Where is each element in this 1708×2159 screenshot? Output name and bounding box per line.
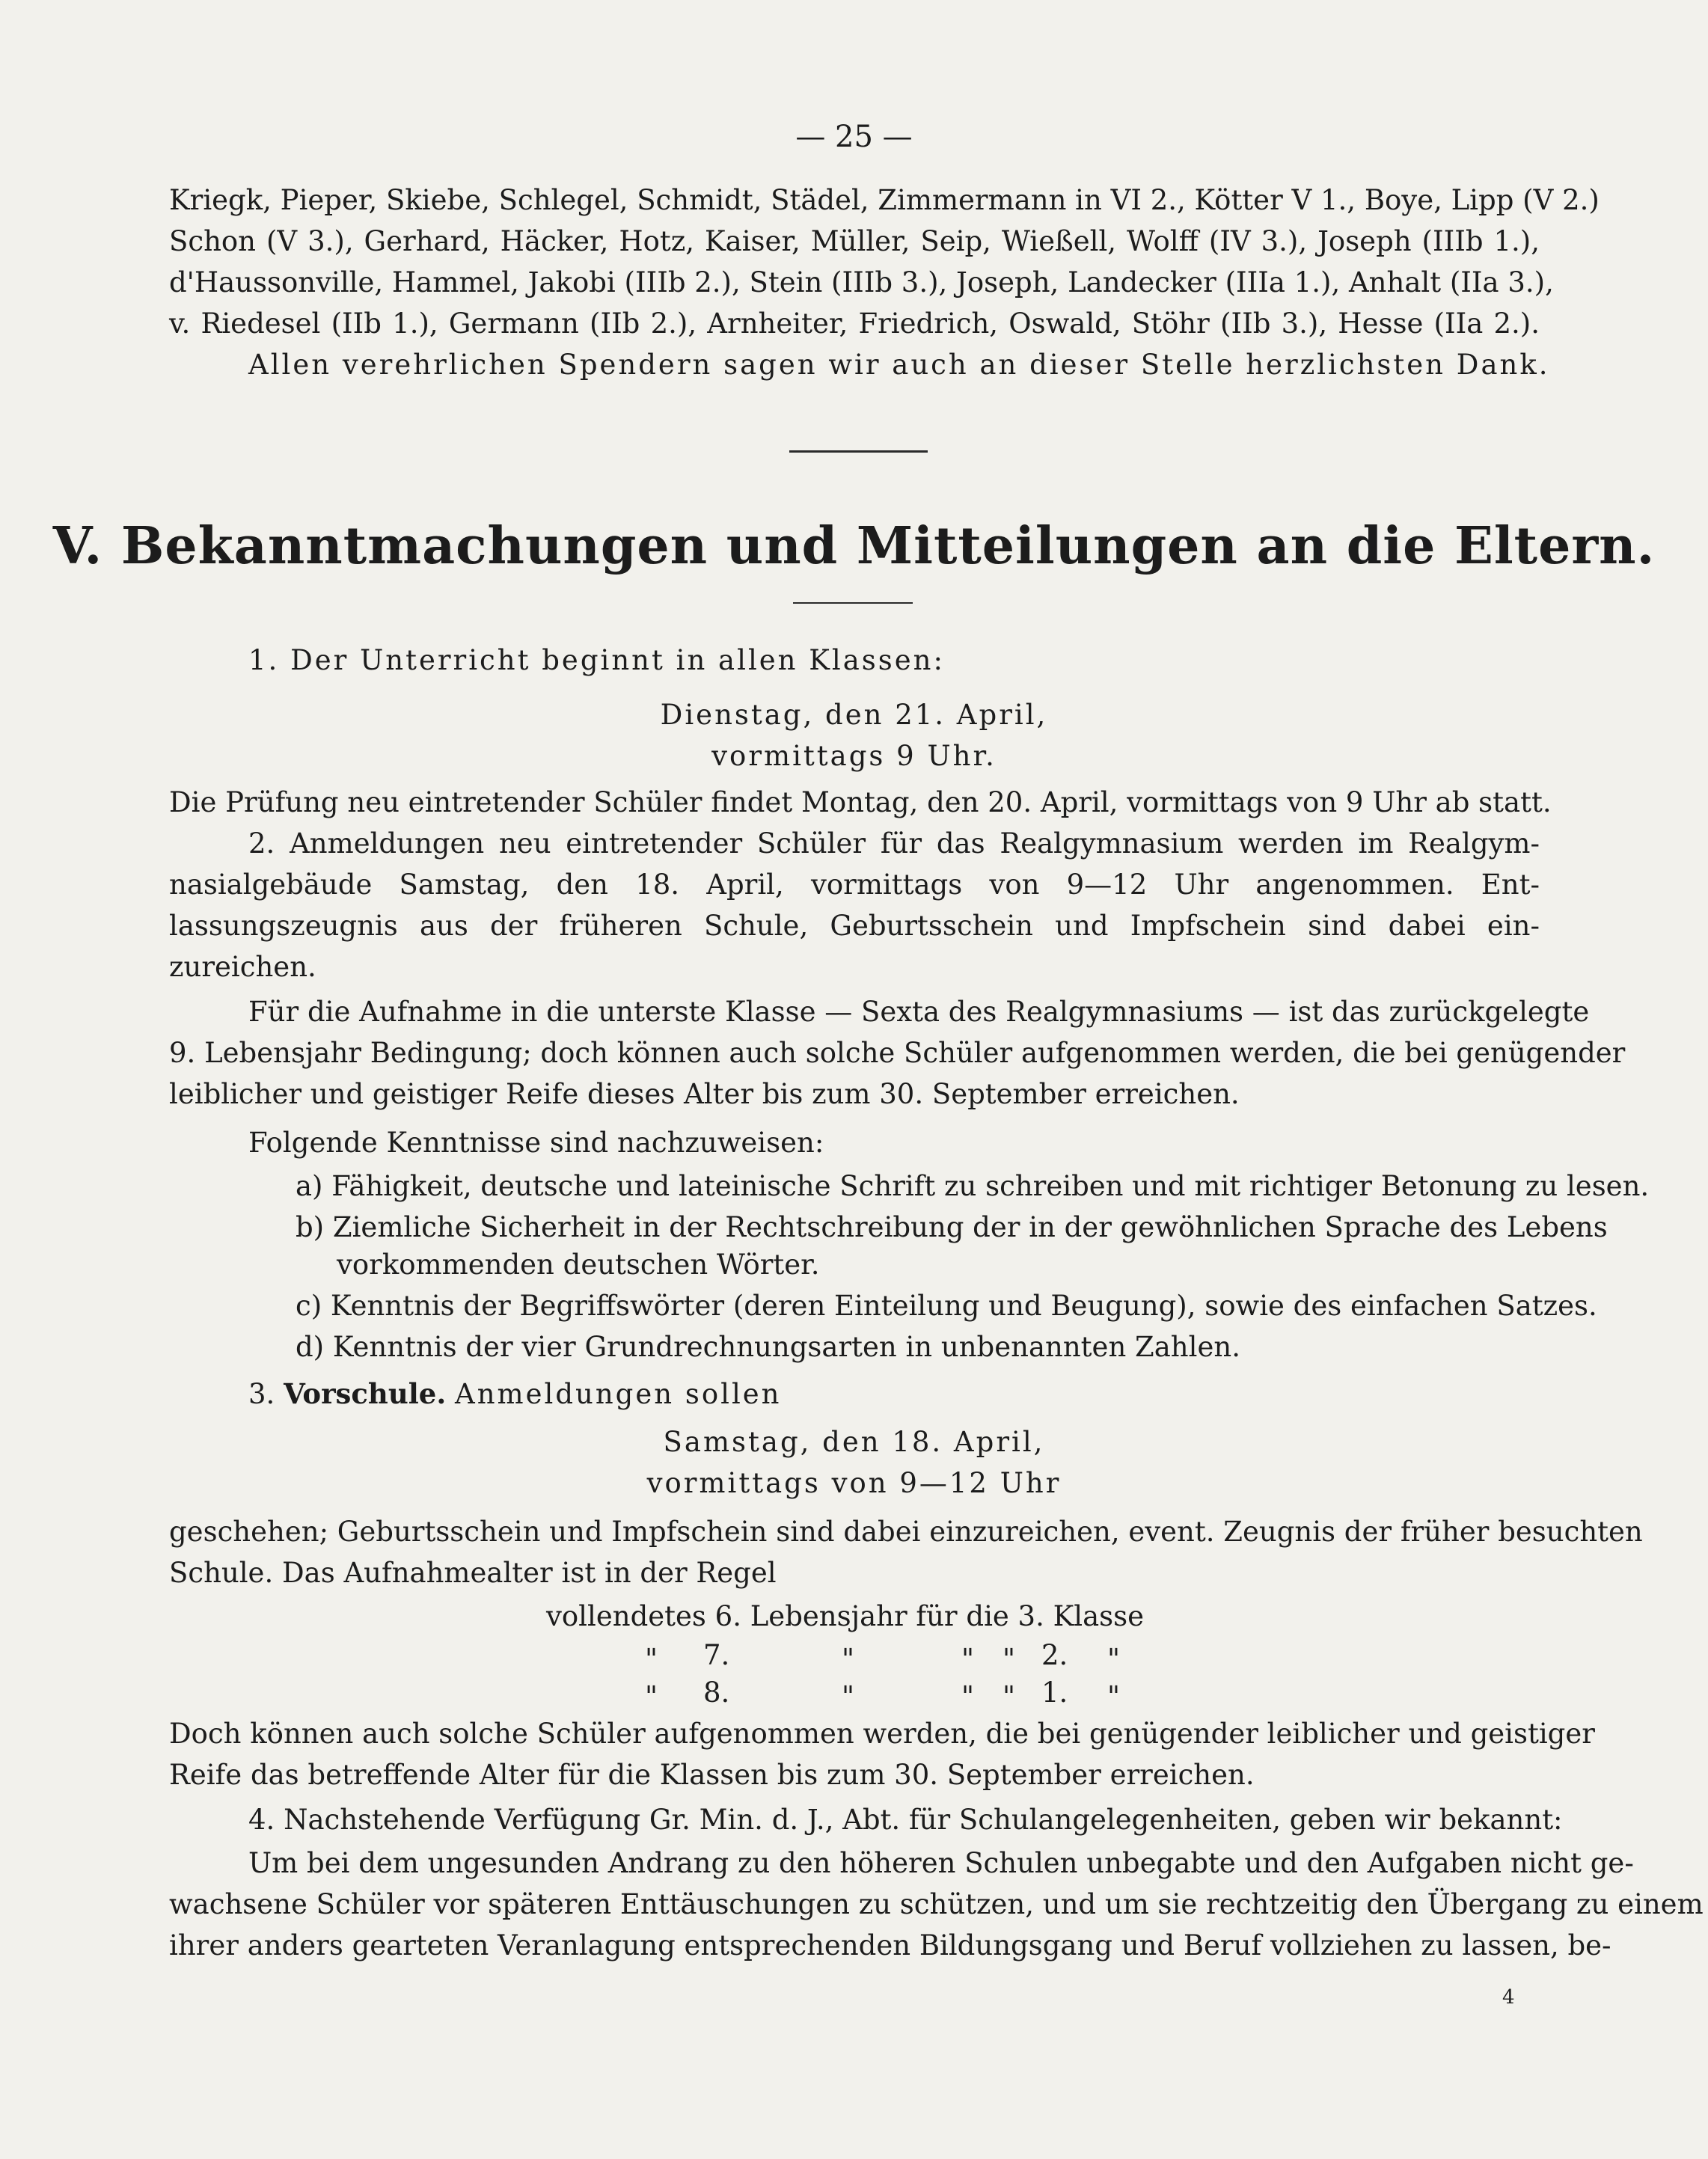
section-heading: V. Bekanntmachungen und Mitteilungen an die Eltern.: [52, 516, 1656, 576]
donor-line-4: v. Riedesel (IIb 1.), Germann (IIb 2.), Arnheiter, Friedrich, Oswald, Stöhr (IIb 3.), Hesse (IIa 2.).: [169, 307, 1540, 340]
ditto-mark: ": [1003, 1643, 1016, 1675]
s2-line-4: zureichen.: [169, 951, 316, 983]
knowledge-c: c) Kenntnis der Begriffswörter (deren Einteilung und Beugung), sowie des einfachen Satzes.: [296, 1290, 1597, 1322]
donor-line-2: Schon (V 3.), Gerhard, Häcker, Hotz, Kaiser, Müller, Seip, Wießell, Wolff (IV 3.), Joseph (IIIb 1.),: [169, 225, 1540, 257]
knowledge-b2: vorkommenden deutschen Wörter.: [337, 1249, 820, 1281]
s2-line-1: 2. Anmeldungen neu eintretender Schüler für das Realgymnasium werden im Realgym-: [248, 827, 1540, 860]
ditto-mark: ": [842, 1643, 855, 1675]
signature-mark: 4: [1502, 1986, 1515, 2009]
s2-line-3: lassungszeugnis aus der früheren Schule, Geburtsschein und Impfschein sind dabei ein-: [169, 910, 1540, 942]
s3-label: Vorschule.: [284, 1377, 447, 1410]
s3-line-3: Doch können auch solche Schüler aufgenommen werden, die bei genügender leiblicher und geistiger: [169, 1718, 1595, 1750]
ditto-mark: ": [645, 1643, 658, 1675]
s3-date: Samstag, den 18. April,: [663, 1426, 1045, 1458]
ditto-mark: ": [961, 1680, 975, 1712]
donor-line-3: d'Haussonville, Hammel, Jakobi (IIIb 2.), Stein (IIIb 3.), Joseph, Landecker (IIIa 1.), Anhalt (IIa 3.),: [169, 266, 1554, 298]
s3-rest: Anmeldungen sollen: [454, 1378, 782, 1410]
s1-exam: Die Prüfung neu eintretender Schüler findet Montag, den 20. April, vormittags von 9 Uhr ab statt.: [169, 786, 1552, 818]
s3-time: vormittags von 9—12 Uhr: [646, 1467, 1062, 1499]
ditto-mark: ": [645, 1680, 658, 1712]
s3-age2-num: 7.: [703, 1639, 730, 1671]
s4-intro: 4. Nachstehende Verfügung Gr. Min. d. J., Abt. für Schulangelegenheiten, geben wir bekannt:: [248, 1804, 1563, 1836]
s3-age3-num: 8.: [703, 1676, 730, 1709]
ditto-mark: ": [961, 1643, 975, 1675]
thanks-line: Allen verehrlichen Spendern sagen wir auch an dieser Stelle herzlichsten Dank.: [248, 349, 1550, 381]
ditto-mark: ": [1107, 1680, 1121, 1712]
knowledge-a: a) Fähigkeit, deutsche und lateinische Schrift zu schreiben und mit richtiger Betonung zu lesen.: [296, 1170, 1650, 1202]
s3-line-4: Reife das betreffende Alter für die Klassen bis zum 30. September erreichen.: [169, 1759, 1255, 1791]
separator-rule-top: [789, 450, 928, 453]
s2-line-2: nasialgebäude Samstag, den 18. April, vormittags von 9—12 Uhr angenommen. Ent-: [169, 869, 1540, 901]
page-number: — 25 —: [795, 120, 913, 154]
knowledge-b1: b) Ziemliche Sicherheit in der Rechtschreibung der in der gewöhnlichen Sprache des Lebens: [296, 1211, 1608, 1243]
ditto-mark: ": [1003, 1680, 1016, 1712]
knowledge-d: d) Kenntnis der vier Grundrechnungsarten in unbenannten Zahlen.: [296, 1331, 1240, 1363]
s3-age2-class: 2.: [1041, 1639, 1068, 1671]
s3-line-2: Schule. Das Aufnahmealter ist in der Regel: [169, 1557, 777, 1589]
ditto-mark: ": [1107, 1643, 1121, 1675]
admission-line-3: leiblicher und geistiger Reife dieses Alter bis zum 30. September erreichen.: [169, 1078, 1240, 1110]
admission-line-1: Für die Aufnahme in die unterste Klasse — Sexta des Realgymnasiums — ist das zurückgelegte: [248, 996, 1590, 1028]
s4-line-2: wachsene Schüler vor späteren Enttäuschungen zu schützen, und um sie rechtzeitig den Übergang zu einem: [169, 1888, 1704, 1920]
ditto-mark: ": [842, 1680, 855, 1712]
s3-intro: [248, 1376, 782, 1412]
s3-line-1: geschehen; Geburtsschein und Impfschein sind dabei einzureichen, event. Zeugnis der früher besuchten: [169, 1516, 1643, 1548]
s1-intro: 1. Der Unterricht beginnt in allen Klassen:: [248, 644, 945, 676]
s4-line-1: Um bei dem ungesunden Andrang zu den höheren Schulen unbegabte und den Aufgaben nicht ge-: [248, 1847, 1634, 1879]
s1-time: vormittags 9 Uhr.: [711, 740, 997, 772]
separator-rule-heading: [793, 602, 913, 604]
s3-age3-class: 1.: [1041, 1676, 1068, 1709]
admission-line-2: 9. Lebensjahr Bedingung; doch können auch solche Schüler aufgenommen werden, die bei genügender: [169, 1037, 1626, 1069]
s3-age-line-1: vollendetes 6. Lebensjahr für die 3. Klasse: [546, 1600, 1145, 1632]
donor-line-1: Kriegk, Pieper, Skiebe, Schlegel, Schmidt, Städel, Zimmermann in VI 2., Kötter V 1., Boye, Lipp (V 2.): [169, 184, 1600, 216]
s1-date: Dienstag, den 21. April,: [660, 699, 1048, 731]
s3-number: 3.: [248, 1378, 275, 1410]
s4-line-3: ihrer anders gearteten Veranlagung entsprechenden Bildungsgang und Beruf vollziehen zu lassen, be-: [169, 1929, 1611, 1962]
knowledge-intro: Folgende Kenntnisse sind nachzuweisen:: [248, 1127, 824, 1159]
